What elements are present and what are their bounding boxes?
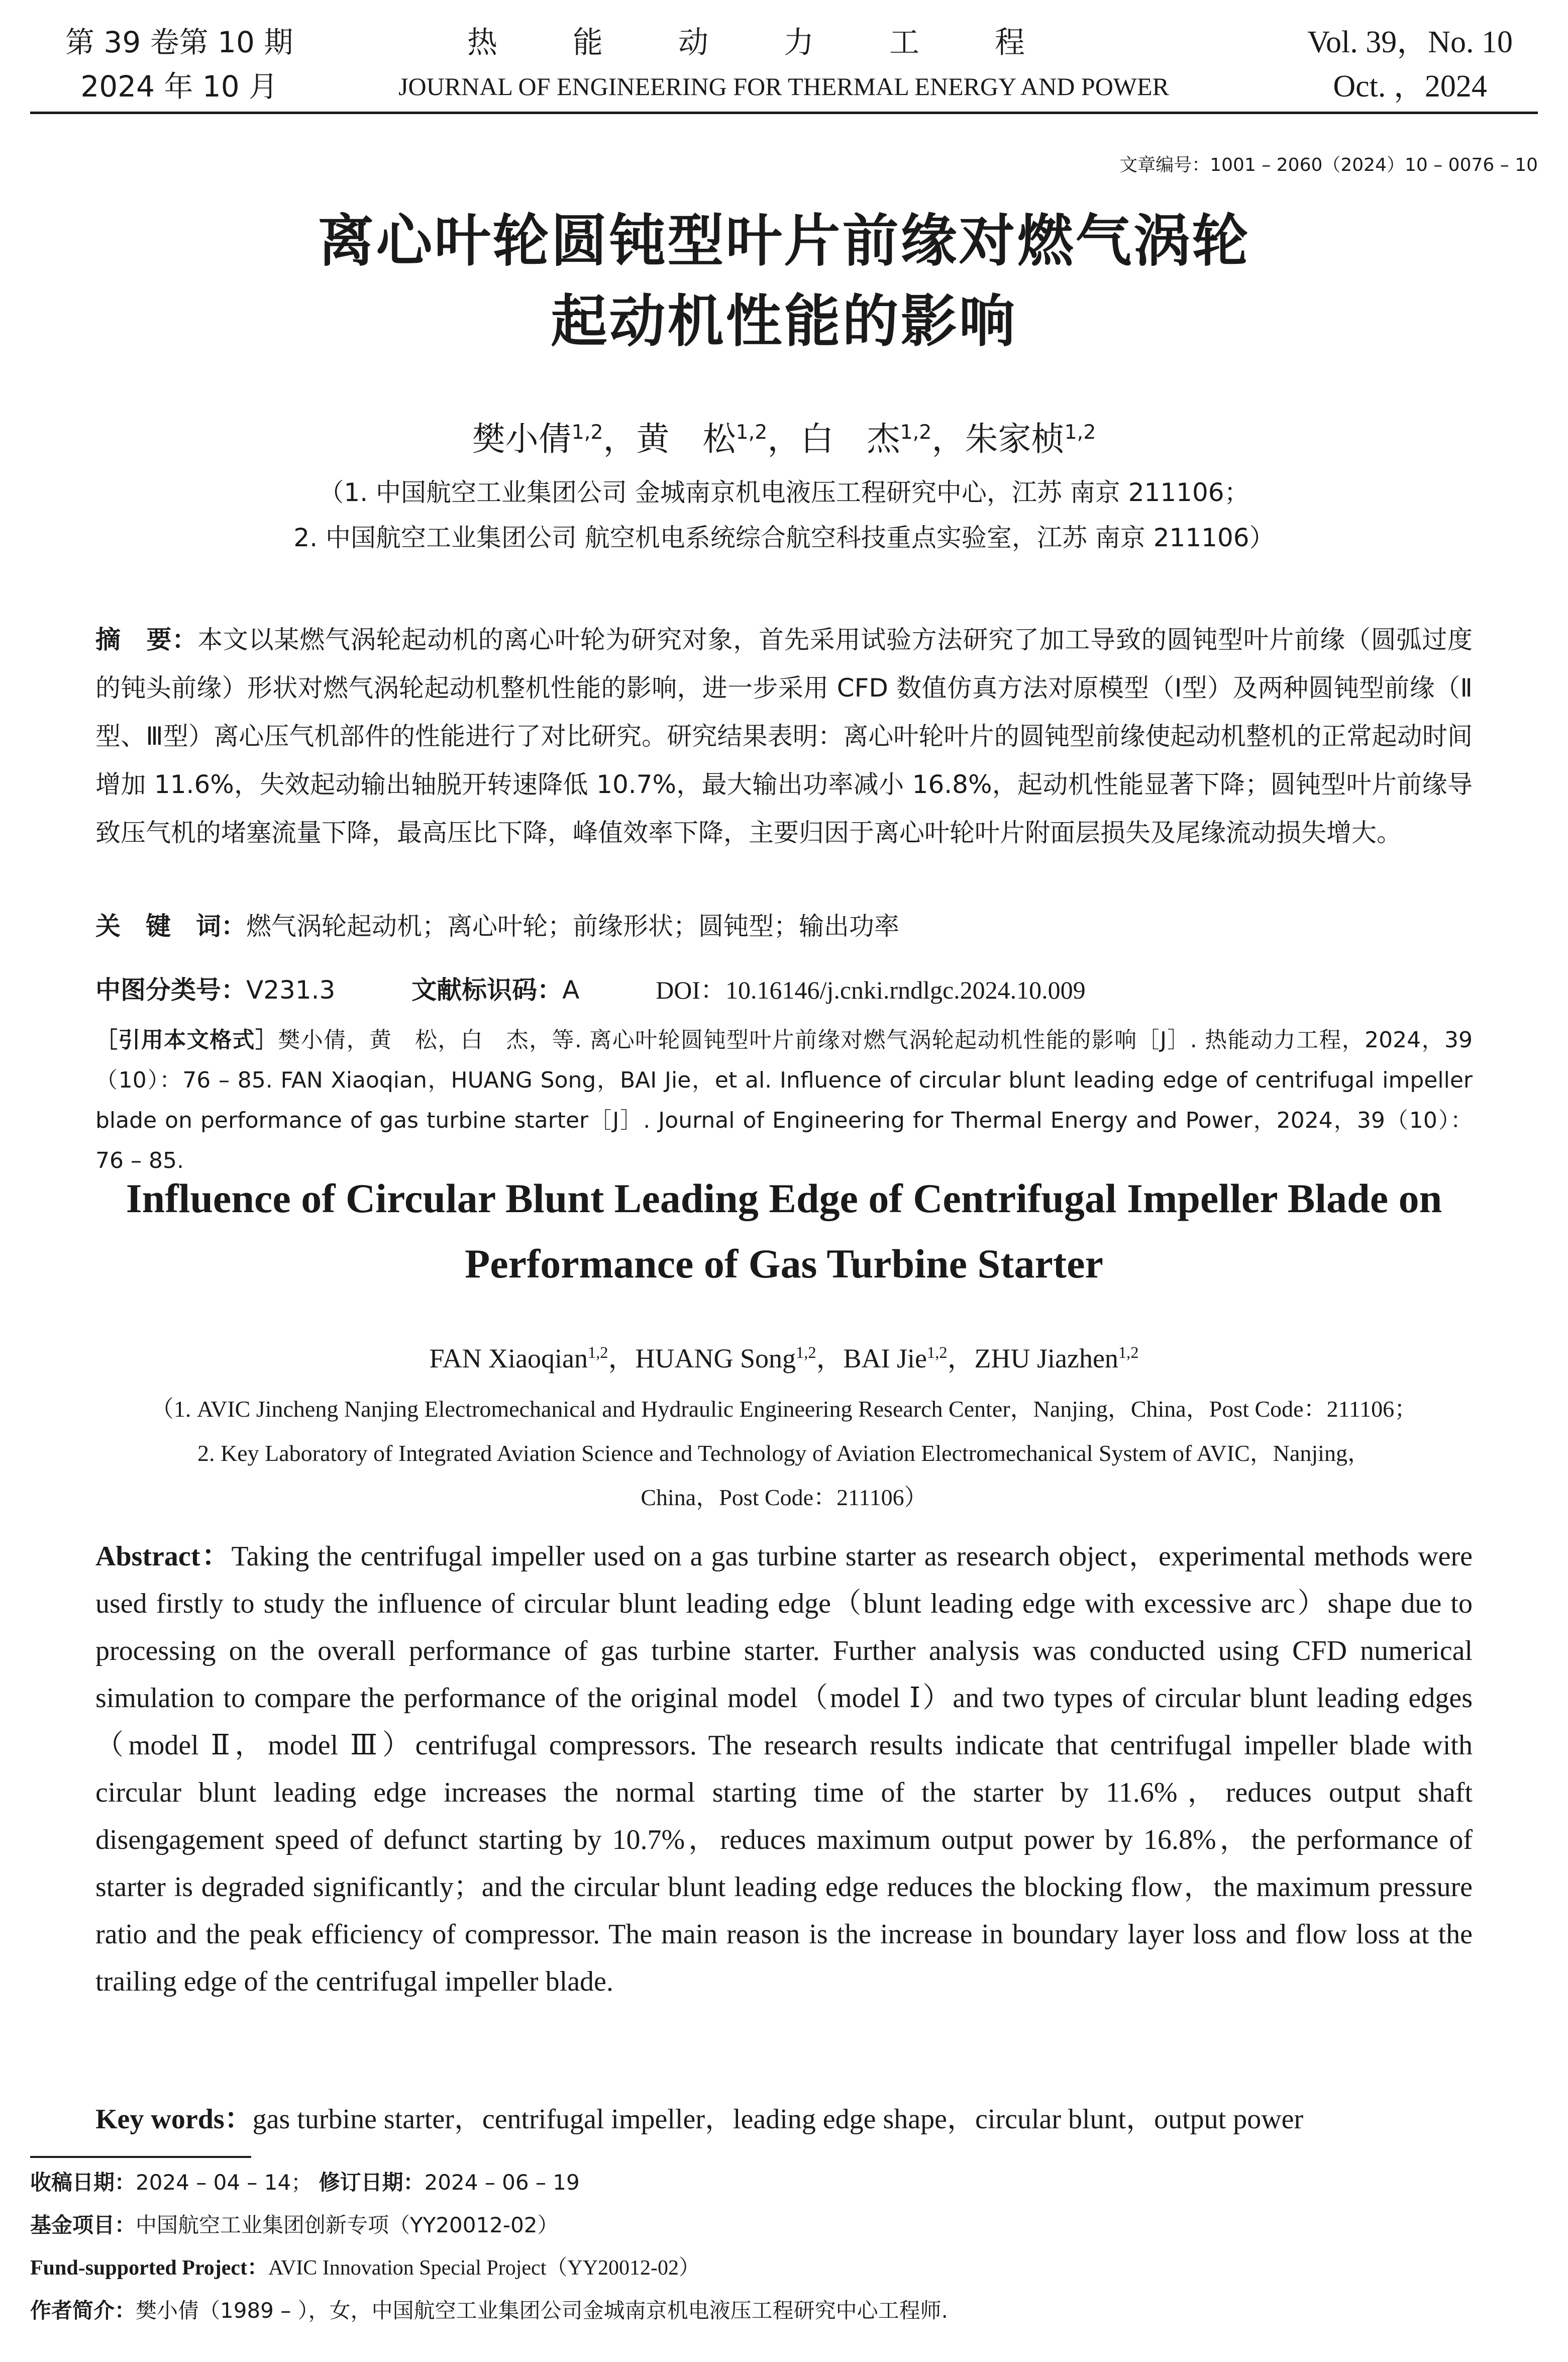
citation-label: ［引用本文格式］ — [95, 1027, 278, 1053]
keywords-cn — [95, 902, 1473, 950]
author-sup: 1,2 — [900, 421, 932, 444]
article-number: 文章编号：1001 – 2060（2024）10 – 0076 – 10 — [1119, 155, 1538, 175]
affiliation-en-1: （1. AVIC Jincheng Nanjing Electromechanical and Hydraulic Engineering Research Center，Nanjing，China，Post Code：211106； — [150, 1396, 1418, 1422]
issue-info — [65, 20, 293, 109]
authors-en: FAN Xiaoqian$^{1,2}$，HUANG Song$^{1,2}$，BAI Jie$^{1,2}$，ZHU Jiazhen$^{1,2}$ — [429, 1343, 1139, 1373]
footnote-divider — [30, 2156, 251, 2158]
author-sup: 1,2 — [927, 1344, 948, 1362]
affiliation-en-3: China，Post Code：211106） — [641, 1485, 927, 1510]
fund-cn-value: 中国航空工业集团创新专项（YY20012-02） — [136, 2213, 559, 2237]
affiliations-en — [30, 1387, 1538, 1520]
journal-name-en: JOURNAL OF ENGINEERING FOR THERMAL ENERGY AND POWER — [398, 72, 1169, 101]
revised-date: 2024 – 06 – 19 — [424, 2170, 580, 2195]
title-cn-line1: 离心叶轮圆钝型叶片前缘对燃气涡轮 — [318, 209, 1250, 274]
revised-label: 修订日期： — [319, 2170, 425, 2195]
affiliation-en-2: 2. Key Laboratory of Integrated Aviation Science and Technology of Aviation Electromechanical System of AVIC，Nanjing， — [197, 1440, 1371, 1466]
authors-cn: 樊小倩$^{1,2}$，黄 松$^{1,2}$，白 杰$^{1,2}$，朱家桢$^{1,2}$ — [472, 420, 1096, 458]
author-cn: 樊小倩 — [472, 420, 572, 458]
author-en: FAN Xiaoqian — [429, 1343, 588, 1373]
footnote-fund-en — [30, 2246, 1538, 2290]
author-sup: 1,2 — [571, 421, 603, 444]
abstract-cn — [95, 616, 1473, 857]
keywords-en-label: Key words： — [95, 2104, 253, 2135]
author-sup: 1,2 — [796, 1344, 816, 1362]
abstract-en — [95, 1533, 1473, 2005]
author-sup: 1,2 — [736, 421, 768, 444]
author-bio-label: 作者简介： — [30, 2298, 136, 2323]
footnote-author — [30, 2289, 1538, 2332]
author-sup: 1,2 — [1064, 421, 1096, 444]
author-bio-value: 樊小倩（1989 – ），女，中国航空工业集团公司金城南京机电液压工程研究中心工程师. — [136, 2298, 948, 2323]
clc-value: V231.3 — [246, 975, 336, 1005]
keywords-cn-text: 燃气涡轮起动机；离心叶轮；前缘形状；圆钝型；输出功率 — [246, 912, 899, 941]
issue-info-en — [1307, 20, 1513, 109]
doc-code-value: A — [562, 975, 580, 1005]
abstract-cn-label: 摘 要： — [95, 625, 198, 654]
clc-label: 中图分类号： — [95, 975, 246, 1005]
abstract-en-label: Abstract： — [95, 1541, 232, 1572]
affiliation-cn-1: （1. 中国航空工业集团公司 金城南京机电液压工程研究中心，江苏 南京 211106； — [319, 478, 1249, 507]
affiliations-cn — [0, 470, 1568, 560]
author-cn: 白 杰 — [800, 420, 900, 458]
doi: DOI：10.16146/j.cnki.rndlgc.2024.10.009 — [656, 976, 1086, 1004]
affiliation-cn-2: 2. 中国航空工业集团公司 航空机电系统综合航空科技重点实验室，江苏 南京 211106） — [293, 523, 1275, 552]
issue-volume-en: Vol. 39，No. 10 — [1307, 25, 1513, 59]
title-cn-line2: 起动机性能的影响 — [551, 289, 1017, 354]
title-cn — [0, 201, 1568, 362]
fund-en-value: AVIC Innovation Special Project（YY20012-02） — [268, 2256, 700, 2280]
citation-text: 樊小倩，黄 松，白 杰，等. 离心叶轮圆钝型叶片前缘对燃气涡轮起动机性能的影响［J］. 热能动力工程，2024，39（10）：76 – 85. FAN Xiaoqian，HUANG Song，BAI Jie，et al. Influence of circular blunt leading edge of centrifugal impeller blade on performance of gas turbine starter［J］. Journal of Engineering for Thermal Energy and Power，2024，39（10）：76 – 85. — [95, 1027, 1473, 1173]
footnote-dates — [30, 2161, 1538, 2204]
issue-volume-cn: 第 39 卷第 10 期 — [65, 25, 293, 59]
author-sup: 1,2 — [588, 1344, 608, 1362]
doc-code-label: 文献标识码： — [411, 975, 563, 1005]
footnote-fund-cn — [30, 2204, 1538, 2247]
issue-date-en: Oct. ，2024 — [1333, 69, 1487, 104]
keywords-en — [95, 2096, 1473, 2143]
title-en-line2: Performance of Gas Turbine Starter — [465, 1241, 1103, 1287]
author-cn: 黄 松 — [636, 420, 736, 458]
author-sup: 1,2 — [1118, 1344, 1139, 1362]
journal-masthead — [352, 20, 1216, 108]
abstract-cn-text: 本文以某燃气涡轮起动机的离心叶轮为研究对象，首先采用试验方法研究了加工导致的圆钝型叶片前缘（圆弧过度的钝头前缘）形状对燃气涡轮起动机整机性能的影响，进一步采用 CFD 数值仿真方法对原模型（Ⅰ型）及两种圆钝型前缘（Ⅱ型、Ⅲ型）离心压气机部件的性能进行了对比研究。研究结果表明：离心叶轮叶片的圆钝型前缘使起动机整机的正常起动时间增加 11.6%，失效起动输出轴脱开转速降低 10.7%，最大输出功率减小 16.8%，起动机性能显著下降；圆钝型叶片前缘导致压气机的堵塞流量下降，最高压比下降，峰值效率下降，主要归因于离心叶轮叶片附面层损失及尾缘流动损失增大。 — [95, 625, 1473, 847]
received-date: 2024 – 04 – 14； — [136, 2170, 312, 2195]
fund-en-label: Fund-supported Project： — [30, 2256, 269, 2280]
header-divider — [30, 112, 1538, 114]
title-en — [0, 1166, 1568, 1297]
keywords-cn-label: 关 键 词： — [95, 912, 246, 941]
author-en: BAI Jie — [843, 1343, 927, 1373]
citation — [95, 1020, 1473, 1181]
author-en: HUANG Song — [635, 1343, 796, 1373]
classification-line — [95, 970, 1086, 1006]
abstract-en-text: Taking the centrifugal impeller used on a gas turbine starter as research object，experimental methods were used firstly to study the influence of circular blunt leading edge（blunt leading edge with excessive arc）shape due to processing on the overall performance of gas turbine starter. Further analysis was conducted using CFD numerical simulation to compare the performance of the original model（model Ⅰ）and two types of circular blunt leading edges（model Ⅱ，model Ⅲ）centrifugal compressors. The research results indicate that centrifugal impeller blade with circular blunt leading edge increases the normal starting time of the starter by 11.6%，reduces output shaft disengagement speed of defunct starting by 10.7%，reduces maximum output power by 16.8%，the performance of starter is degraded significantly；and the circular blunt leading edge reduces the blocking flow，the maximum pressure ratio and the peak efficiency of compressor. The main reason is the increase in boundary layer loss and flow loss at the trailing edge of the centrifugal impeller blade. — [95, 1541, 1473, 1997]
author-cn: 朱家桢 — [965, 420, 1065, 458]
keywords-en-text: gas turbine starter，centrifugal impeller，leading edge shape，circular blunt，output power — [252, 2104, 1304, 2135]
issue-date-cn: 2024 年 10 月 — [80, 69, 278, 104]
received-label: 收稿日期： — [30, 2170, 136, 2195]
fund-cn-label: 基金项目： — [30, 2213, 136, 2237]
journal-name-cn: 热能动力工程 — [467, 25, 1100, 60]
title-en-line1: Influence of Circular Blunt Leading Edge of Centrifugal Impeller Blade on — [126, 1175, 1442, 1221]
author-en: ZHU Jiazhen — [974, 1343, 1118, 1373]
